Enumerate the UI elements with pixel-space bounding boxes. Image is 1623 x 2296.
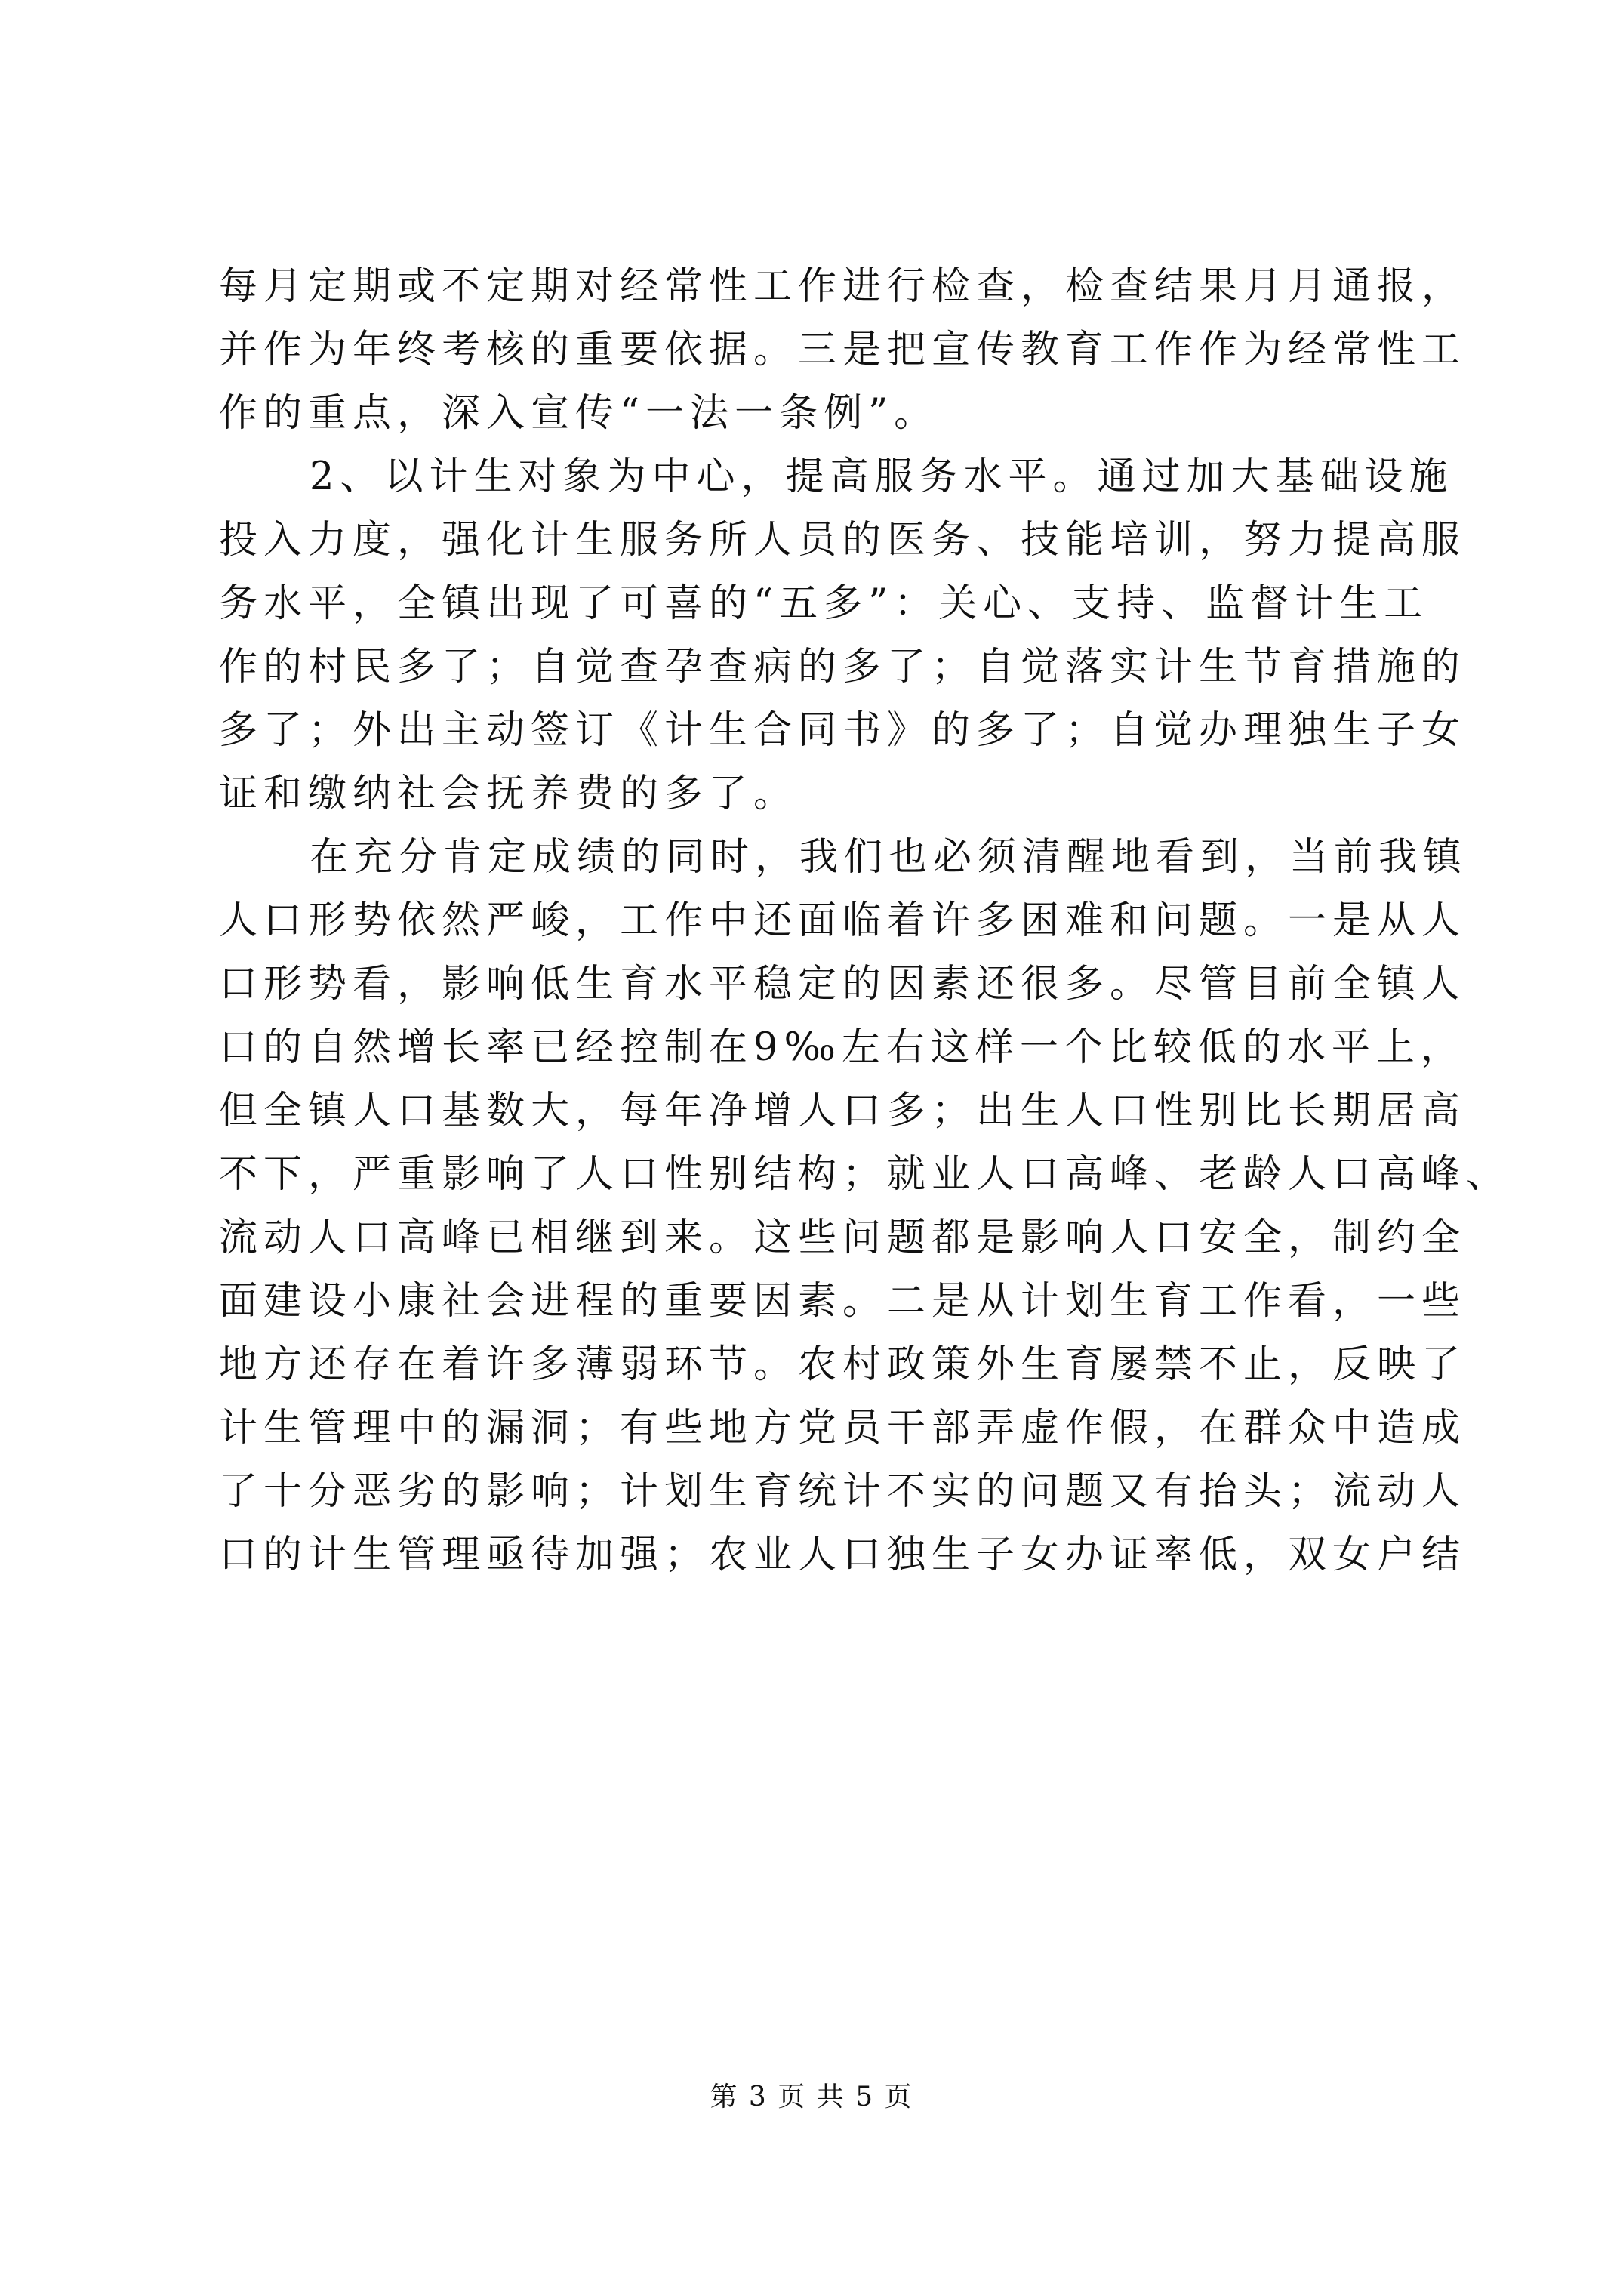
text-line: 地方还存在着许多薄弱环节。农村政策外生育屡禁不止，反映了 (219, 1342, 1467, 1387)
page-number-footer: 第 3 页 共 5 页 (710, 2082, 913, 2113)
text-line: 证和缴纳社会抚养费的多了。 (219, 772, 799, 816)
text-line: 作的村民多了；自觉查孕查病的多了；自觉落实计生节育措施的 (219, 645, 1467, 689)
text-line: 口的计生管理亟待加强；农业人口独生子女办证率低，双女户结 (219, 1533, 1467, 1577)
text-line: 但全镇人口基数大，每年净增人口多；出生人口性别比长期居高 (219, 1089, 1467, 1133)
text-line: 了十分恶劣的影响；计划生育统计不实的问题又有抬头；流动人 (219, 1469, 1467, 1514)
paragraph-first-line: 在充分肯定成绩的同时，我们也必须清醒地看到，当前我镇 (310, 835, 1468, 880)
body-text (219, 255, 1511, 1587)
text-line: 多了；外出主动签订《计生合同书》的多了；自觉办理独生子女 (219, 708, 1467, 753)
text-line: 人口形势依然严峻，工作中还面临着许多困难和问题。一是从人 (219, 898, 1467, 943)
text-line: 计生管理中的漏洞；有些地方党员干部弄虚作假，在群众中造成 (219, 1406, 1467, 1450)
text-line: 流动人口高峰已相继到来。这些问题都是影响人口安全，制约全 (219, 1216, 1467, 1260)
text-line: 每月定期或不定期对经常性工作进行检查，检查结果月月通报， (219, 264, 1467, 309)
text-line: 并作为年终考核的重要依据。三是把宣传教育工作作为经常性工 (219, 328, 1467, 372)
text-line: 务水平，全镇出现了可喜的“五多”：关心、支持、监督计生工 (219, 581, 1429, 626)
text-line: 作的重点，深入宣传“一法一条例”。 (219, 391, 939, 436)
text-line: 不下，严重影响了人口性别结构；就业人口高峰、老龄人口高峰、 (219, 1152, 1511, 1197)
paragraph-first-line: 2、以计生对象为中心，提高服务水平。通过加大基础设施 (310, 455, 1454, 499)
text-line: 投入力度，强化计生服务所人员的医务、技能培训，努力提高服 (219, 518, 1467, 562)
text-line: 口的自然增长率已经控制在9‰左右这样一个比较低的水平上， (219, 1025, 1465, 1070)
text-line: 口形势看，影响低生育水平稳定的因素还很多。尽管目前全镇人 (219, 962, 1467, 1006)
text-line: 面建设小康社会进程的重要因素。二是从计划生育工作看，一些 (219, 1279, 1467, 1324)
